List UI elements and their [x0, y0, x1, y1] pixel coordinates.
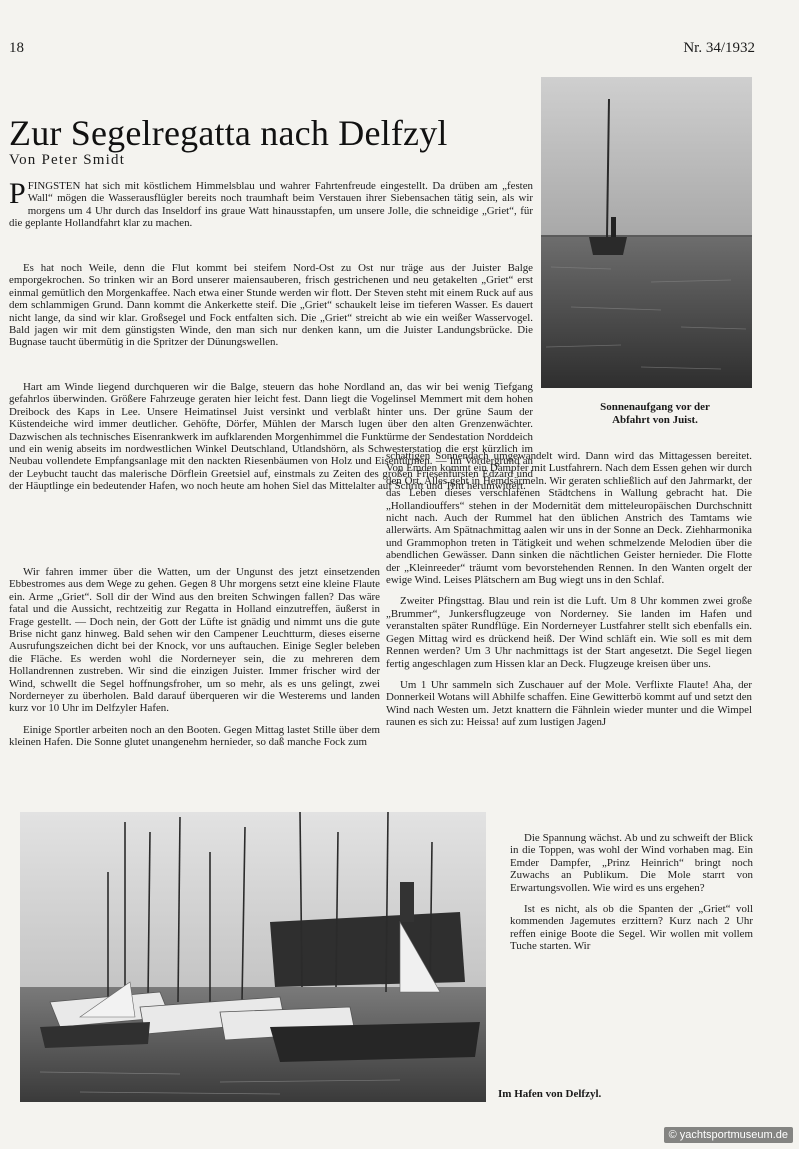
harbor-photo — [20, 812, 486, 1102]
body-paragraph: Um 1 Uhr sammeln sich Zuschauer auf der Mole. Verflixte Flaute! Aha, der Donnerkeil Wotans will Abhilfe schaffen. Eine Gewitterbö kommt auf und setzt den Wind nach Westen um. Jetzt knattern die Fähnlein wieder munter und die Wimpel raunen es sich zu: Heissa! auf zum lustigen JagenJ — [386, 678, 752, 729]
harbor-caption: Im Hafen von Delfzyl. — [498, 1088, 602, 1100]
sunrise-photo — [541, 77, 752, 388]
body-paragraph: Einige Sportler arbeiten noch an den Booten. Gegen Mittag lastet Stille über dem kleinen Hafen. Die Sonne glutet unangenehm hernieder, so daß manche Fock zum — [9, 723, 380, 749]
body-paragraph: Die Spannung wächst. Ab und zu schweift der Blick in die Toppen, was wohl der Wind vorhaben mag. Ein Emder Dampfer, „Prinz Heinrich“ bringt noch Zuwachs an Publikum. Die Mole starrt von Erwartungsvollen. Wie wird es uns ergehen? — [510, 832, 753, 894]
body-paragraph: Es hat noch Weile, denn die Flut kommt bei steifem Nord-Ost zu Ost nur träge aus der Juister Balge emporgekrochen. So trinken wir an Bord unserer maiensauberen, frisch gestrichenen und neu getakelten „Griet“ erst einmal gemütlich den Morgenkaffee. Nach etwa einer Stunde werden wir flott. Der Steven steht mit einem Ruck auf aus dem schlammigen Grund. Dann kommt die Ankerkette steif. Die „Griet“ schaukelt leise im tieferen Wasser. Es dauert nicht lange, da sind wir klar. Großsegel und Fock entfalten sich. Die „Griet“ streicht ab wie ein weißer Wasservogel. Bald jagen wir mit dem günstigsten Winde, den man sich nur denken kann, um die Juister Landungsbrücke. Die Bugnase taucht übermütig in die Spritzer der Dünungswellen. — [9, 262, 533, 349]
body-paragraph: Ist es nicht, als ob die Spanten der „Griet“ voll kommenden Jagemutes erzittern? Kurz nach 2 Uhr reffen einige Boote die Segel. Wir wollen mit vollem Tuche starten. Wir — [510, 903, 753, 953]
drop-cap: P — [9, 177, 26, 210]
body-paragraph: schattigen Sonnendach umgewandelt wird. Dann wird das Mittagessen bereitet. Von Emden kommt ein Dampfer mit Lustfahrern. Nach dem Essen gehen wir durch den Ort. Alles geht in Hemdsärmeln. Wir geraten schließlich auf den Jahrmarkt, der das Leben dieses verschlafenen Städtchens in Wallung gebracht hat. Die „Hollandiouffers“ stehen in der Modernität dem mitteleuropäischen Durchschnitt nicht nach. Auch der Rummel hat den üblichen Anstrich des Tamtams wie allerwärts. Am Spätnachmittag aalen wir uns in der Sonne an Deck. Ziehharmonika und Grammophon treten in Tätigkeit und wehen schmelzende Melodien über die abendlichen Gewässer. Dann sinken die nächtlichen Geister hernieder. Die Flotte der „Kleinreeder“ träumt vom bevorstehenden Rennen. In den Wanten orgelt der ewige Wind. Leises Plätschern am Bug wiegt uns in den Schlaf. — [386, 450, 752, 587]
issue-number: Nr. 34/1932 — [683, 40, 755, 56]
body-paragraph: Hart am Winde liegend durchqueren wir die Balge, steuern das hohe Nordland an, das wir bei wenig Tiefgang gefahrlos überwinden. Größere Fahrzeuge geraten hier leicht fest. Dann liegt die Vogelinsel Memmert mit dem hohen Dreibock des Kaps in Lee. Unsere Heimatinsel Juist versinkt und verblaßt hinter uns. Der grüne Saum der Küstendeiche wird immer deutlicher. Gehöfte, Dörfer, Mühlen der Marsch lugen über den alten Grenzenwächter. Dazwischen als technisches Eisenrankwerk im aufklarenden Morgenhimmel die Funktürme der Sendestation Norddeich und ein wenig abseits im nordwestlichen Winkel Deutschland, Utlandshörn, als Schwesterstation die erst kürzlich im Neubau vollendete Empfangsanlage mit den nackten Riesenbäumen von Holz und Eisentürmen. — Im Vordergrund an der Leybucht taucht das malerische Dörflein Greetsiel auf, einstmals zu Zeiten des großen Friesenfürsten Edzard und der Häuptlinge ein bedeutender Hafen, wo noch heute am hohen Siel das Mittelalter auf Schritt und Tritt herumwittert. — [9, 381, 533, 493]
sunrise-caption: Sonnenaufgang vor der Abfahrt von Juist. — [600, 401, 710, 426]
paragraph-2 — [9, 262, 533, 358]
page-number: 18 — [9, 40, 24, 56]
right-narrow-column — [510, 832, 753, 962]
watermark: © yachtsportmuseum.de — [664, 1127, 793, 1143]
left-column — [9, 566, 380, 758]
byline: Von Peter Smidt — [9, 152, 126, 168]
body-paragraph: Zweiter Pfingsttag. Blau und rein ist die Luft. Um 8 Uhr kommen zwei große „Brummer“, Junkersflugzeuge von Norderney. Sie landen im Hafen und veranstalten später Rundflüge. Ein Norderneyer Lustfahrer stellt sich ebenfalls ein. Gegen Mittag wird es drückend heiß. Der Wind schläft ein. Wie soll es mit dem Rennen werden? Um 3 Uhr nachmittags ist der Start angesetzt. Die Segel liegen fertig angeschlagen zum Hissen klar an Deck. Flugzeuge kreisen über uns. — [386, 595, 752, 670]
article-title: Zur Segelregatta nach Delfzyl — [9, 113, 448, 153]
intro-paragraph — [9, 177, 533, 239]
intro-text: FINGSTEN hat sich mit köstlichem Himmelsblau und wahrer Fahrtenfreude eingestellt. Da drüben am „festen Wall“ mögen die Wasserausflügler bereits noch traumhaft beim Verstauen ihrer Siebensachen tätig sein, als wir morgens um 4 Uhr durch das Inseldorf ins graue Watt hinausstapfen, um unsere Jolle, die schneidige „Griet“, für die geplante Hollandfahrt klar zu machen. — [9, 180, 533, 230]
right-column — [386, 450, 752, 738]
body-paragraph: Wir fahren immer über die Watten, um der Ungunst des jetzt einsetzenden Ebbestromes aus dem Wege zu gehen. Gegen 8 Uhr morgens setzt eine kleine Flaute ein. Arme „Griet“. Soll dir der Wind aus den breiten Schwingen fallen? Das wäre fatal und die Aussicht, rechtzeitig zur Regatta in Holland einzutreffen, äußerst in Frage gestellt. — Doch nein, der Gott der Lüfte ist gnädig und nimmt uns die gute Brise nicht ganz hinweg. Bald sehen wir den Campener Leuchtturm, dieses eiserne Ausrufungszeichen dicht bei der Knock, vor uns auftauchen. Einige Segler beleben die Fläche. Es werden wohl die Norderneyer sein, die zu mehreren dem Hollandrennen zustreben. Wir sind die einzigen Juister. Immer frischer wird der Wind, schwellt die Segel hoffnungsfroher, um so mehr, als es uns gelingt, zwei Norderneyer zu überholen. Bald darauf überqueren wir die Westerems und landen kurz vor 10 Uhr im Delfzyler Hafen. — [9, 566, 380, 715]
sunrise-photo-illustration — [541, 77, 752, 388]
harbor-photo-illustration — [20, 812, 486, 1102]
